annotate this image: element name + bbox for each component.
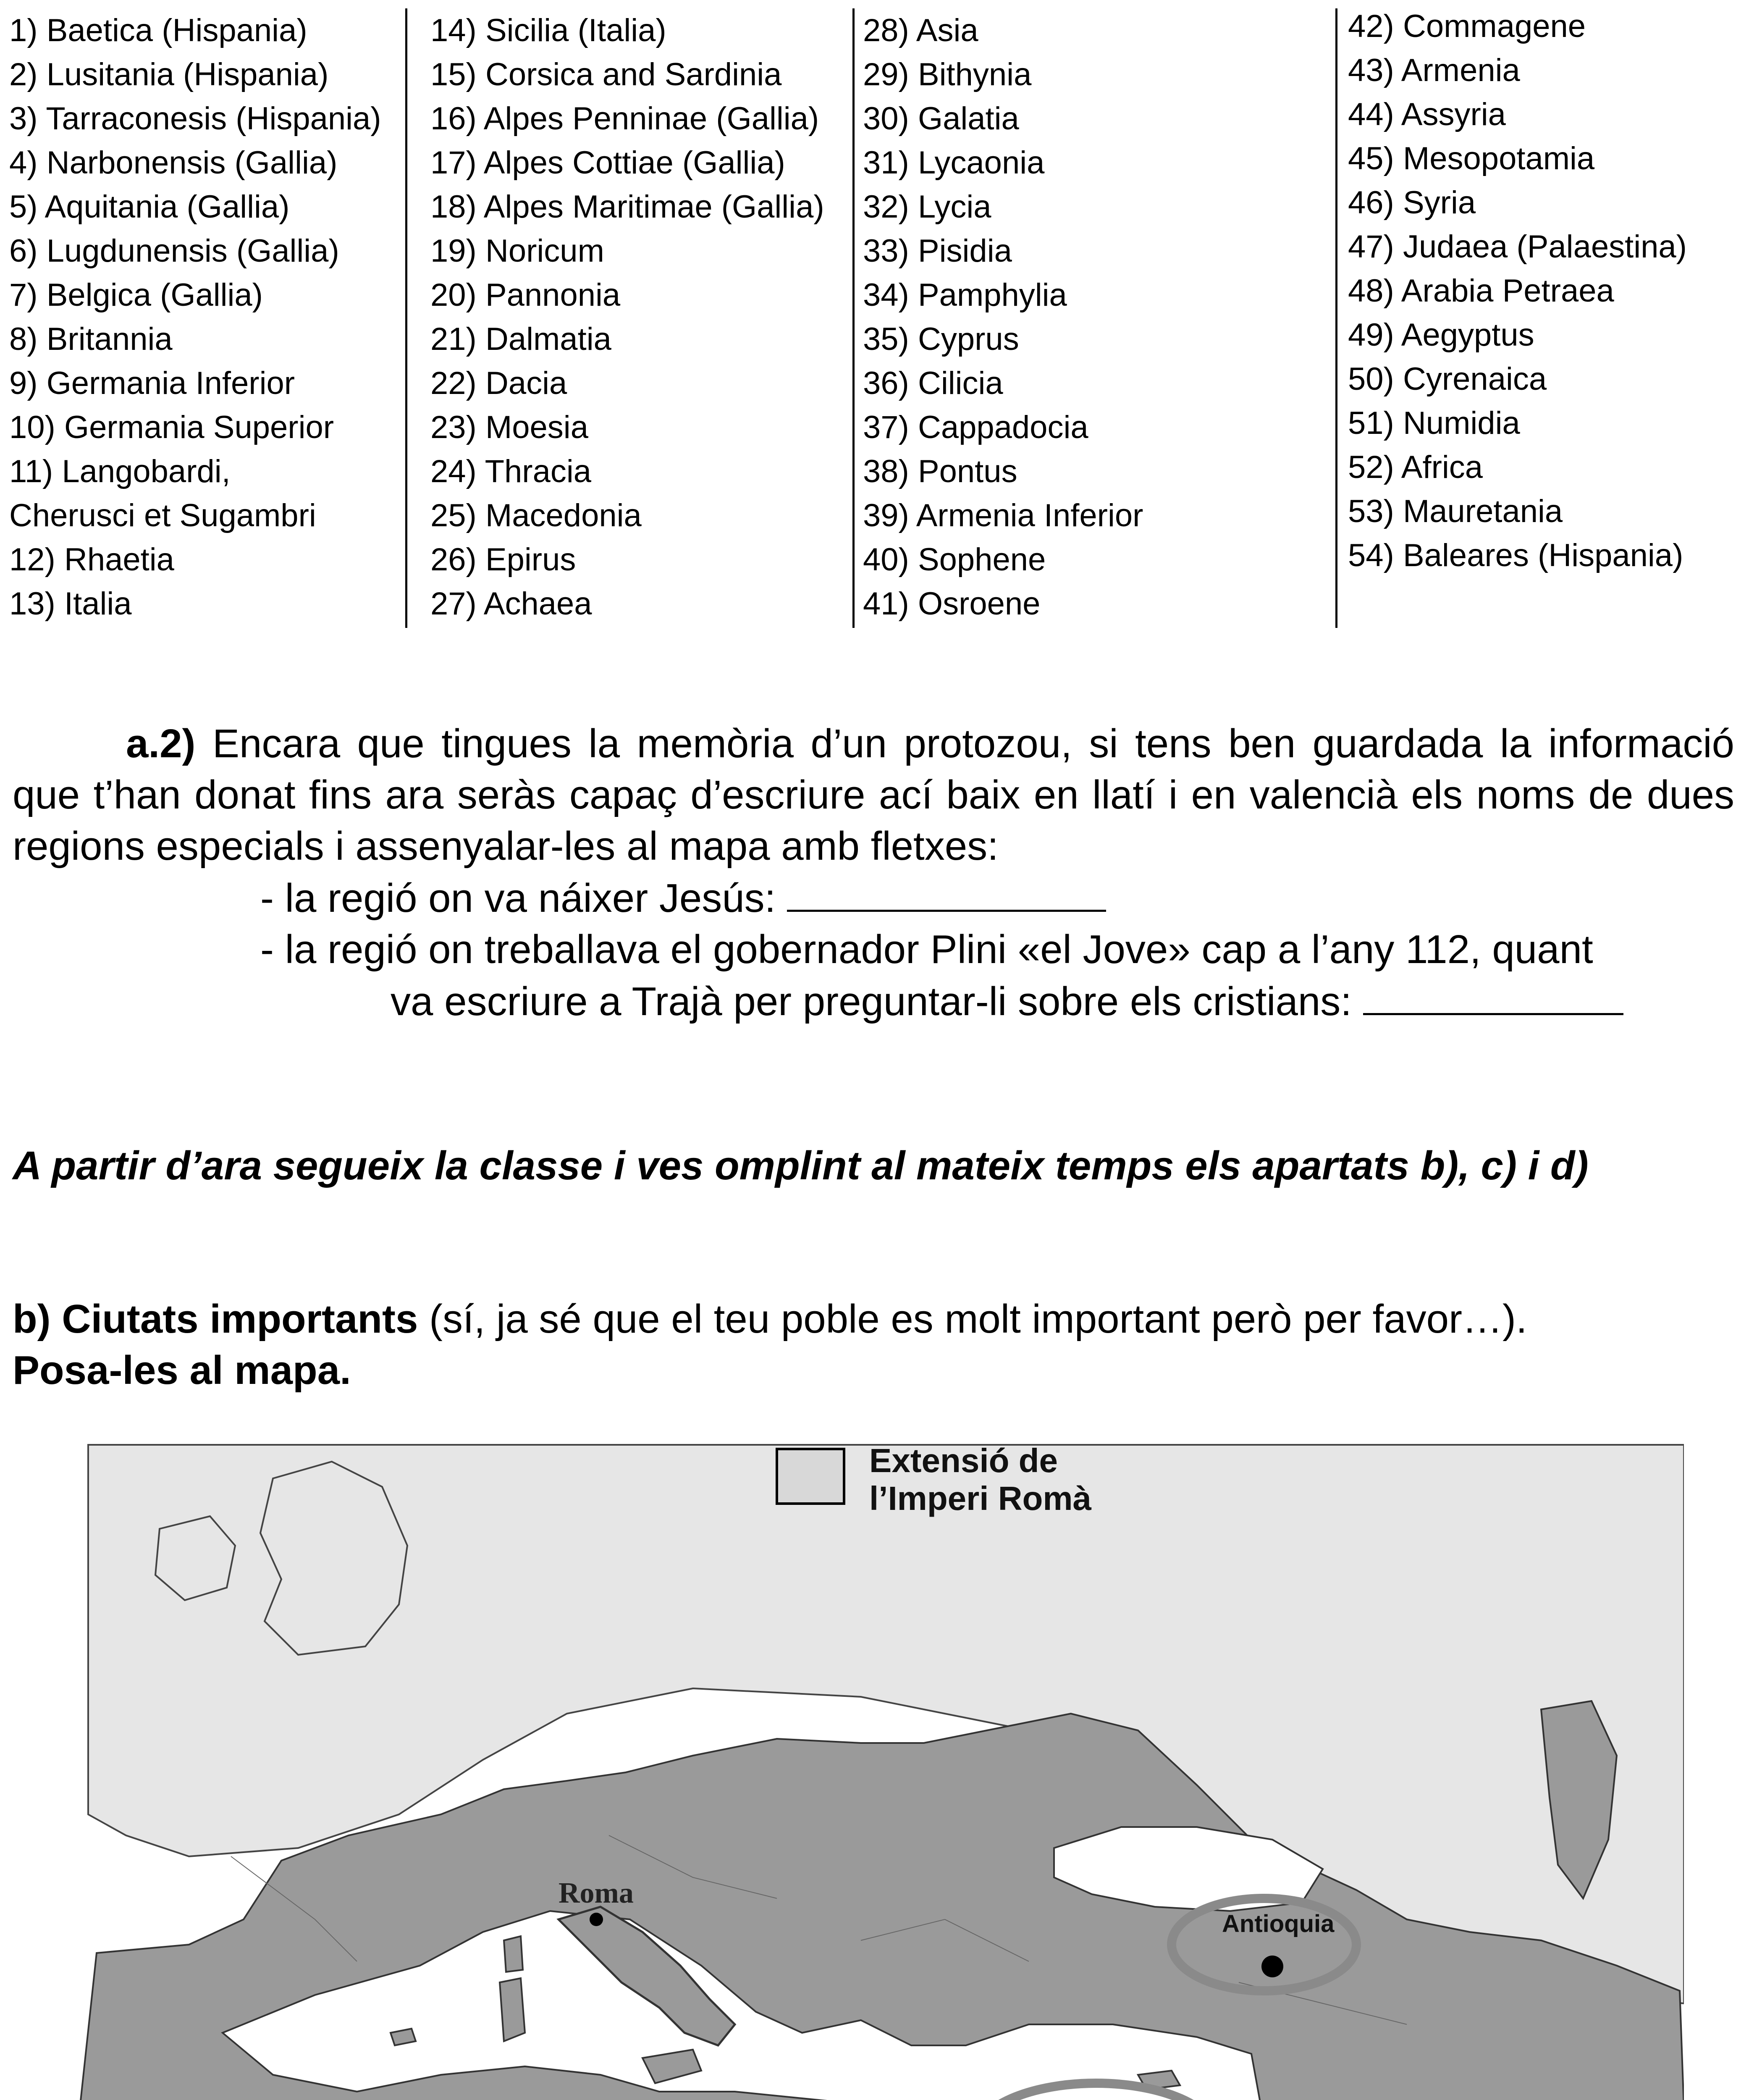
province-item: 54) Baleares (Hispania) bbox=[1348, 538, 1683, 573]
province-item: 18) Alpes Maritimae (Gallia) bbox=[430, 189, 824, 225]
province-list bbox=[0, 8, 1749, 630]
province-item: 33) Pisidia bbox=[863, 233, 1012, 269]
province-item: 10) Germania Superior bbox=[9, 410, 334, 445]
province-item: 12) Rhaetia bbox=[9, 542, 174, 578]
province-item: 47) Judaea (Palaestina) bbox=[1348, 229, 1687, 265]
question-jesus-region: - la regió on va náixer Jesús: bbox=[13, 872, 1734, 924]
province-item: 3) Tarraconesis (Hispania) bbox=[9, 101, 381, 136]
province-item: 20) Pannonia bbox=[430, 277, 621, 313]
province-item: 11) Langobardi, bbox=[9, 454, 231, 489]
province-item: 23) Moesia bbox=[430, 410, 588, 445]
class-instruction: A partir d’ara segueix la classe i ves omplint al mateix temps els apartats b), c) i d) bbox=[13, 1143, 1589, 1188]
province-item: 32) Lycia bbox=[863, 189, 991, 225]
province-item: 37) Cappadocia bbox=[863, 410, 1088, 445]
province-item: 4) Narbonensis (Gallia) bbox=[9, 145, 338, 181]
province-item: 46) Syria bbox=[1348, 185, 1476, 220]
province-item: 39) Armenia Inferior bbox=[863, 498, 1143, 533]
province-item: 42) Commagene bbox=[1348, 8, 1586, 44]
province-item: 27) Achaea bbox=[430, 586, 592, 622]
province-column-4 bbox=[1348, 4, 1687, 578]
province-item: 43) Armenia bbox=[1348, 52, 1520, 88]
province-item: 28) Asia bbox=[863, 13, 978, 48]
question-plinius-region: - la regió on treballava el gobernador Plini «el Jove» cap a l’any 112, quant bbox=[260, 927, 1593, 972]
province-item: 15) Corsica and Sardinia bbox=[430, 57, 782, 92]
province-item: 6) Lugdunensis (Gallia) bbox=[9, 233, 339, 269]
province-item: 9) Germania Inferior bbox=[9, 365, 295, 401]
section-a2 bbox=[13, 718, 1734, 1027]
city-marker-antioquia[interactable] bbox=[1261, 1956, 1283, 1977]
province-column-2 bbox=[430, 8, 824, 626]
province-item: 34) Pamphylia bbox=[863, 277, 1067, 313]
province-item: 24) Thracia bbox=[430, 454, 592, 489]
province-item: 45) Mesopotamia bbox=[1348, 141, 1595, 176]
section-a2-intro: a.2) Encara que tingues la memòria d’un protozou, si tens ben guardada la informació que t’han donat fins ara seràs capaç d’escriure ací baix en llatí i en valencià els noms de dues regions especials i assenyalar-les al mapa amb fletxes: bbox=[13, 721, 1735, 869]
city-label-roma: Roma bbox=[559, 1877, 634, 1909]
province-item: Cherusci et Sugambri bbox=[9, 498, 316, 533]
column-divider bbox=[1335, 8, 1337, 628]
column-divider bbox=[852, 8, 855, 628]
province-item: 25) Macedonia bbox=[430, 498, 642, 533]
province-item: 53) Mauretania bbox=[1348, 494, 1563, 529]
province-item: 44) Assyria bbox=[1348, 97, 1506, 132]
province-item: 49) Aegyptus bbox=[1348, 317, 1534, 353]
roman-empire-map[interactable] bbox=[63, 1436, 1684, 2100]
answer-blank[interactable] bbox=[787, 872, 1106, 912]
province-item: 48) Arabia Petraea bbox=[1348, 273, 1614, 309]
province-item: 14) Sicilia (Italia) bbox=[430, 13, 666, 48]
province-item: 38) Pontus bbox=[863, 454, 1017, 489]
province-item: 41) Osroene bbox=[863, 586, 1041, 622]
legend-swatch bbox=[777, 1449, 844, 1504]
province-item: 52) Africa bbox=[1348, 449, 1483, 485]
province-item: 50) Cyrenaica bbox=[1348, 361, 1547, 397]
province-item: 16) Alpes Penninae (Gallia) bbox=[430, 101, 819, 136]
legend-title-line2: l’Imperi Romà bbox=[869, 1480, 1092, 1517]
province-item: 40) Sophene bbox=[863, 542, 1046, 578]
sardinia bbox=[500, 1978, 525, 2041]
section-b-text: (sí, ja sé que el teu poble es molt important però per favor…). bbox=[429, 1297, 1527, 1341]
legend-title-line1: Extensió de bbox=[869, 1442, 1058, 1479]
province-item: 8) Britannia bbox=[9, 321, 173, 357]
province-item: 26) Epirus bbox=[430, 542, 576, 578]
province-column-3 bbox=[863, 8, 1143, 626]
province-item: 2) Lusitania (Hispania) bbox=[9, 57, 329, 92]
answer-blank[interactable] bbox=[1363, 975, 1623, 1015]
province-item: 36) Cilicia bbox=[863, 365, 1003, 401]
question-plinius-region-cont: va escriure a Trajà per preguntar-li sobre els cristians: bbox=[13, 975, 1734, 1027]
province-column-1 bbox=[9, 8, 381, 626]
province-item: 19) Noricum bbox=[430, 233, 604, 269]
province-item: 51) Numidia bbox=[1348, 405, 1520, 441]
city-label-antioquia: Antioquia bbox=[1222, 1910, 1335, 1937]
province-item: 29) Bithynia bbox=[863, 57, 1032, 92]
province-item: 1) Baetica (Hispania) bbox=[9, 13, 307, 48]
section-b-label: b) Ciutats importants bbox=[13, 1297, 418, 1341]
province-item: 30) Galatia bbox=[863, 101, 1019, 136]
section-b bbox=[13, 1294, 1734, 1396]
province-item: 5) Aquitania (Gallia) bbox=[9, 189, 290, 225]
corsica bbox=[504, 1936, 523, 1972]
province-item: 13) Italia bbox=[9, 586, 132, 622]
province-item: 17) Alpes Cottiae (Gallia) bbox=[430, 145, 785, 181]
province-item: 21) Dalmatia bbox=[430, 321, 611, 357]
section-b-instruction: Posa-les al mapa. bbox=[13, 1348, 351, 1393]
column-divider bbox=[405, 8, 407, 628]
city-marker-roma[interactable] bbox=[590, 1913, 603, 1926]
province-item: 7) Belgica (Gallia) bbox=[9, 277, 263, 313]
province-item: 22) Dacia bbox=[430, 365, 567, 401]
province-item: 31) Lycaonia bbox=[863, 145, 1045, 181]
province-item: 35) Cyprus bbox=[863, 321, 1019, 357]
